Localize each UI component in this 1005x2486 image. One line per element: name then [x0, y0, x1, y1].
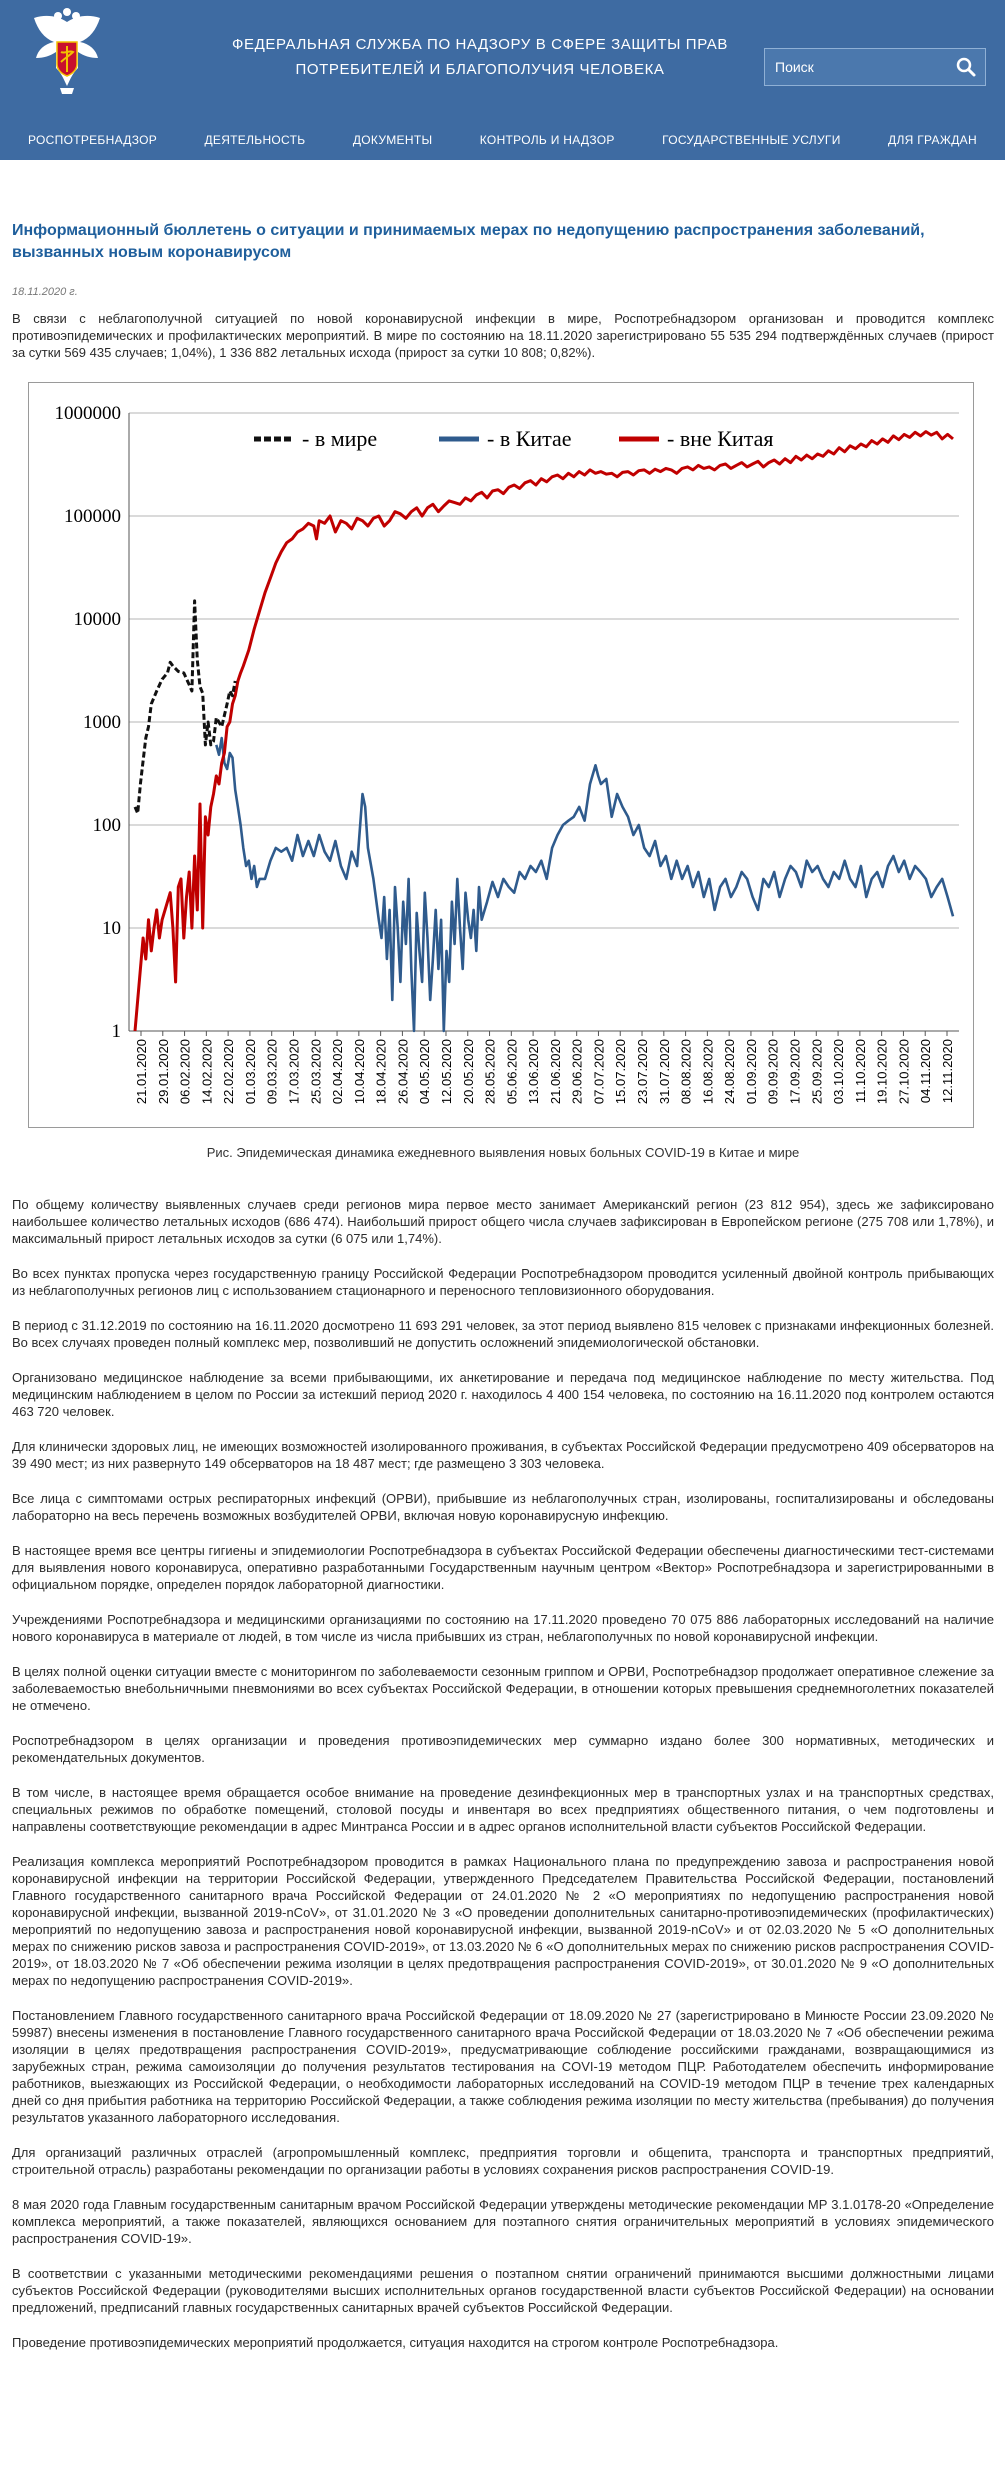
y-tick-label: 10 — [102, 918, 121, 939]
x-tick-label: 26.04.2020 — [395, 1039, 411, 1105]
x-tick-label: 08.08.2020 — [678, 1039, 694, 1105]
search-input[interactable] — [765, 49, 947, 85]
x-tick-label: 09.03.2020 — [264, 1039, 280, 1105]
article-body — [12, 1196, 994, 2369]
y-tick-label: 10000 — [73, 609, 121, 630]
x-tick-label: 25.03.2020 — [308, 1039, 324, 1105]
x-tick-label: 10.04.2020 — [351, 1039, 367, 1105]
main-nav — [0, 128, 1005, 152]
article-paragraph: В соответствии с указанными методическими рекомендациями решения о поэтапном снятии ограничений принимаются высшими должностными лицами субъектов Российской Федерации (руководителями высших исполнительных органов государственной власти субъектов Российской Федерации) на основании предложений, предписаний главных государственных санитарных врачей субъектов Российской Федерации. — [12, 2266, 994, 2315]
x-tick-label: 04.05.2020 — [417, 1039, 433, 1105]
article-paragraph: В период с 31.12.2019 по состоянию на 16.11.2020 досмотрено 11 693 291 человек, за этот период выявлено 815 человек с признаками инфекционных болезней. Во всех случаях проведен полный комплекс мер, позволивший не допустить осложнений эпидемиологической обстановки. — [12, 1318, 994, 1350]
article-paragraph: Все лица с симптомами острых респираторных инфекций (ОРВИ), прибывшие из неблагополучных стран, изолированы, госпитализированы и обследованы лабораторно на весь перечень возможных возбудителей ОРВИ, включая новую коронавирусную инфекцию. — [12, 1491, 994, 1523]
x-tick-label: 12.05.2020 — [438, 1039, 454, 1105]
article-paragraph: Реализация комплекса мероприятий Роспотребнадзором проводится в рамках Национального плана по предупреждению завоза и распространения новой коронавирусной инфекции на территории Российской Федерации, утвержденного Председателем Правительства Российской Федерации, постановлений Главного государственного санитарного врача Российской Федерации от 24.01.2020 № 2 «О мероприятиях по недопущению распространения новой коронавирусной инфекции, вызванной 2019-nCoV», от 31.01.2020 № 3 «О проведении дополнительных санитарно-противоэпидемических (профилактических) мероприятий по недопущению завоза и распространения новой коронавирусной инфекции, вызванной 2019-nCoV» и от 02.03.2020 № 5 «О дополнительных мерах по снижению рисков завоза и распространения COVID-2019», от 13.03.2020 № 6 «О дополнительных мерах по снижению рисков распространения COVID-2019», от 18.03.2020 № 7 «Об обеспечении режима изоляции в целях предотвращения распространения COVID-2019», от 30.01.2020 № 9 «О дополнительных мерах по недопущению распространения COVID-2019». — [12, 1854, 994, 1988]
x-tick-label: 21.06.2020 — [547, 1039, 563, 1105]
article-paragraph: Во всех пунктах пропуска через государственную границу Российской Федерации Роспотребнадзором проводится усиленный двойной контроль прибывающих из неблагополучных регионов лиц с использованием стационарного и переносного тепловизионного оборудования. — [12, 1266, 994, 1298]
article-paragraph: В том числе, в настоящее время обращается особое внимание на проведение дезинфекционных мер в транспортных узлах и на транспортных средствах, специальных режимов по обработке помещений, столовой посуды и инвентаря во всех предприятиях общественного питания, о чем подготовлены и направлены соответствующие рекомендации в адрес Минтранса России и в адрес органов исполнительной власти субъектов Российской Федерации. — [12, 1785, 994, 1834]
nav-rospotrebnadzor[interactable]: РОСПОТРЕБНАДЗОР — [28, 133, 158, 147]
series-line-1 — [216, 738, 953, 1031]
x-tick-label: 01.03.2020 — [242, 1039, 258, 1105]
article-intro: В связи с неблагополучной ситуацией по новой коронавирусной инфекции в мире, Роспотребнадзором организован и проводится комплекс противоэпидемических и профилактических мероприятий. В мире по состоянию на 18.11.2020 зарегистрировано 55 535 294 подтверждённых случаев (прирост за сутки 569 435 случаев; 1,04%), 1 336 882 летальных исхода (прирост за сутки 10 808; 0,82%). — [12, 311, 994, 360]
x-tick-label: 05.06.2020 — [504, 1039, 520, 1105]
agency-name — [200, 32, 760, 82]
site-header — [0, 0, 1005, 160]
y-tick-label: 1000000 — [54, 403, 121, 424]
article-paragraph: Для клинически здоровых лиц, не имеющих возможностей изолированного проживания, в субъектах Российской Федерации предусмотрено 409 обсерваторов на 39 490 мест; из них развернуто 149 обсерваторов на 18 487 мест; где размещено 3 303 человека. — [12, 1439, 994, 1471]
x-tick-label: 02.04.2020 — [330, 1039, 346, 1105]
rospotrebnadzor-emblem-icon[interactable] — [28, 8, 106, 100]
nav-activity[interactable]: ДЕЯТЕЛЬНОСТЬ — [204, 133, 306, 147]
article-paragraph: 8 мая 2020 года Главным государственным санитарным врачом Российской Федерации утверждены методические рекомендации МР 3.1.0178-20 «Определение комплекса мероприятий, а также показателей, являющихся основанием для поэтапного снятия ограничительных мероприятий в условиях эпидемического распространения COVID-19». — [12, 2197, 994, 2246]
y-tick-label: 100 — [92, 815, 121, 836]
x-tick-label: 29.06.2020 — [569, 1039, 585, 1105]
x-tick-label: 12.11.2020 — [940, 1039, 955, 1104]
article-paragraph: В настоящее время все центры гигиены и эпидемиологии Роспотребнадзора в субъектах Российской Федерации обеспечены диагностическими тест-системами для выявления нового коронавируса, оперативно разработанными Государственным научным центром «Вектор» Роспотребнадзора и зарегистрированными в официальном порядке, определен порядок лабораторной диагностики. — [12, 1543, 994, 1592]
article-paragraph: Организовано медицинское наблюдение за всеми прибывающими, их анкетирование и передача под медицинское наблюдение по месту жительства. Под медицинским наблюдением в целом по России за истекший период 2020 г. находилось 4 400 154 человека, по состоянию на 16.11.2020 под контролем остаются 463 720 человек. — [12, 1370, 994, 1419]
chart-caption: Рис. Эпидемическая динамика ежедневного выявления новых больных COVID-19 в Китае и мире — [206, 1145, 800, 1160]
article-paragraph: Роспотребнадзором в целях организации и проведения противоэпидемических мер суммарно издано более 300 нормативных, методических и рекомендательных документов. — [12, 1733, 994, 1765]
legend-label: - в мире — [302, 426, 378, 451]
search-icon[interactable] — [953, 55, 979, 79]
x-tick-label: 19.10.2020 — [874, 1039, 890, 1105]
x-tick-label: 13.06.2020 — [526, 1039, 542, 1105]
series-line-2 — [135, 432, 953, 1031]
legend-label: - в Китае — [487, 426, 572, 451]
chart-svg — [29, 383, 975, 1129]
x-tick-label: 25.09.2020 — [809, 1039, 825, 1105]
x-tick-label: 27.10.2020 — [896, 1039, 912, 1105]
x-tick-label: 14.02.2020 — [199, 1039, 215, 1105]
nav-services[interactable]: ГОСУДАРСТВЕННЫЕ УСЛУГИ — [662, 133, 841, 147]
x-tick-label: 06.02.2020 — [177, 1039, 193, 1105]
x-tick-label: 20.05.2020 — [460, 1039, 476, 1105]
x-tick-label: 09.09.2020 — [765, 1039, 781, 1105]
agency-name-line2: ПОТРЕБИТЕЛЕЙ И БЛАГОПОЛУЧИЯ ЧЕЛОВЕКА — [295, 61, 665, 78]
legend-label: - вне Китая — [667, 426, 774, 451]
article-paragraph: Постановлением Главного государственного санитарного врача Российской Федерации от 18.09.2020 № 27 (зарегистрировано в Минюсте России 23.09.2020 № 59987) внесены изменения в постановление Главного государственного санитарного врача Российской Федерации от 18.03.2020 № 7 «Об обеспечении режима изоляции в целях предотвращения распространения COVID-2019», предусматривающие соблюдение российскими гражданами, возвращающимися из зарубежных стран, режима самоизоляции до получения результатов тестирования на COVI-19 методом ПЦР. Работодателем обеспечить информирование работников, выезжающих из Российской Федерации, о необходимости лабораторных исследований на COVID-19 методом ПЦР в течение трех календарных дней со дня прибытия работника на территорию Российской Федерации, а также соблюдения режима изоляции по месту жительства (пребывания) до получения результатов указанного лабораторного исследования. — [12, 2008, 994, 2125]
x-tick-label: 15.07.2020 — [613, 1039, 629, 1105]
x-tick-label: 07.07.2020 — [591, 1039, 607, 1105]
x-tick-label: 29.01.2020 — [155, 1039, 171, 1105]
x-tick-label: 28.05.2020 — [482, 1039, 498, 1105]
x-tick-label: 31.07.2020 — [656, 1039, 672, 1105]
x-tick-label: 18.04.2020 — [373, 1039, 389, 1105]
nav-citizens[interactable]: ДЛЯ ГРАЖДАН — [888, 133, 977, 147]
x-tick-label: 17.09.2020 — [787, 1039, 803, 1105]
article-date: 18.11.2020 г. — [12, 286, 78, 298]
y-tick-label: 1000 — [83, 712, 121, 733]
x-tick-label: 21.01.2020 — [134, 1039, 149, 1105]
nav-control[interactable]: КОНТРОЛЬ И НАДЗОР — [479, 133, 615, 147]
article-paragraph: Учреждениями Роспотребнадзора и медицинскими организациями по состоянию на 17.11.2020 проведено 70 075 886 лабораторных исследований на наличие нового коронавируса в материале от людей, в том числе из числа прибывших из стран, неблагополучных по новой коронавирусной инфекции. — [12, 1612, 994, 1644]
covid-chart — [28, 382, 974, 1128]
x-tick-label: 16.08.2020 — [700, 1039, 716, 1105]
x-tick-label: 01.09.2020 — [743, 1039, 759, 1105]
x-tick-label: 22.02.2020 — [221, 1039, 237, 1105]
article-paragraph: В целях полной оценки ситуации вместе с мониторингом по заболеваемости сезонным гриппом и ОРВИ, Роспотребнадзор продолжает оперативное слежение за заболеваемостью внебольничными пневмониями во всех субъектах Российской Федерации, в отношении которых превышения среднемноголетних показателей не отмечено. — [12, 1664, 994, 1713]
x-tick-label: 11.10.2020 — [852, 1039, 868, 1104]
x-tick-label: 17.03.2020 — [286, 1039, 302, 1105]
y-tick-label: 1 — [111, 1021, 121, 1042]
nav-documents[interactable]: ДОКУМЕНТЫ — [352, 133, 433, 147]
article-paragraph: Для организаций различных отраслей (агропромышленный комплекс, предприятия торговли и общепита, транспорта и транспортных предприятий, строительной отрасль) разработаны рекомендации по организации работы в условиях сохранения рисков распространения COVID-19. — [12, 2145, 994, 2177]
agency-name-line1: ФЕДЕРАЛЬНАЯ СЛУЖБА ПО НАДЗОРУ В СФЕРЕ ЗАЩИТЫ ПРАВ — [231, 36, 729, 53]
x-tick-label: 23.07.2020 — [635, 1039, 651, 1105]
article-paragraph: Проведение противоэпидемических мероприятий продолжается, ситуация находится на строгом контроле Роспотребнадзора. — [12, 2335, 779, 2350]
x-tick-label: 03.10.2020 — [831, 1039, 847, 1105]
x-tick-label: 04.11.2020 — [918, 1039, 934, 1104]
article-title: Информационный бюллетень о ситуации и принимаемых мерах по недопущению распространения заболеваний, вызванных новым коронавирусом — [12, 222, 925, 261]
search-box — [764, 48, 986, 86]
y-tick-label: 100000 — [64, 506, 121, 527]
article-paragraph: По общему количеству выявленных случаев среди регионов мира первое место занимает Американский регион (23 812 954), здесь же зафиксировано наибольшее количество летальных исходов (686 474). Наибольший прирост общего числа случаев зафиксирован в Европейском регионе (275 708 или 1,78%), и максимальный прирост летальных исходов за сутки (6 075 или 1,74%). — [12, 1197, 994, 1246]
x-tick-label: 24.08.2020 — [722, 1039, 738, 1105]
